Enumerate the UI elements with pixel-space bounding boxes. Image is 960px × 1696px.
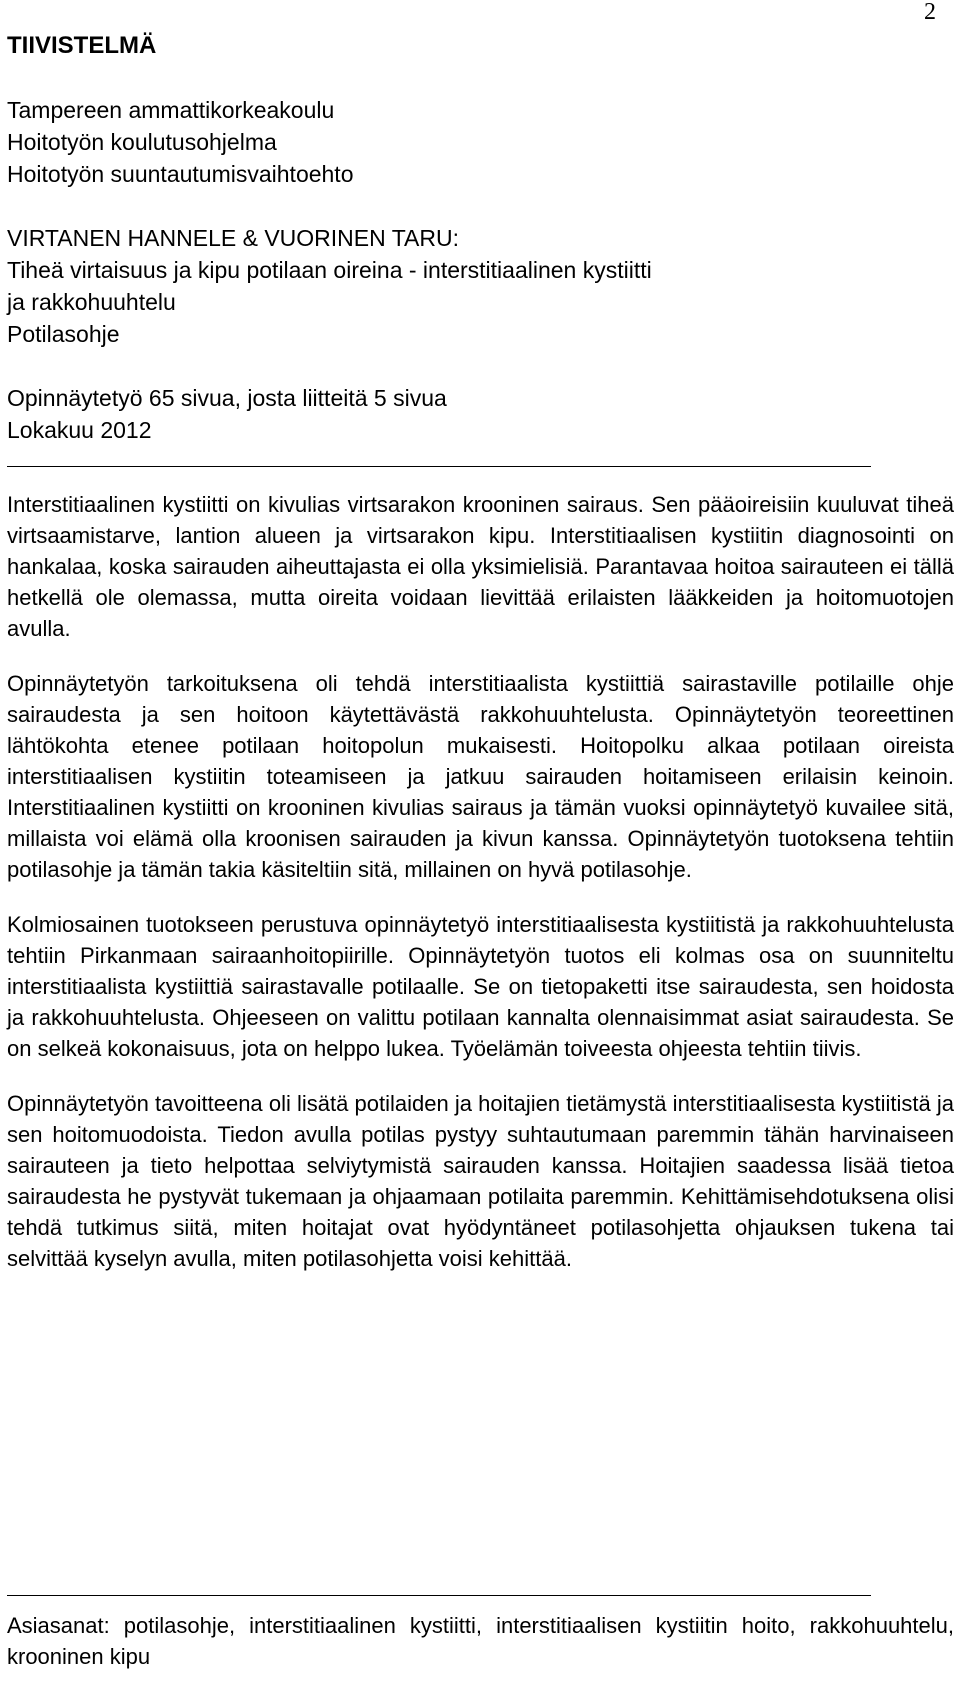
page-count: Opinnäytetyö 65 sivua, josta liitteitä 5 sivua bbox=[7, 385, 447, 411]
authors: VIRTANEN HANNELE & VUORINEN TARU: bbox=[7, 225, 459, 251]
abstract-page bbox=[7, 30, 954, 1274]
abstract-paragraph-3: Kolmiosainen tuotokseen perustuva opinnäytetyö interstitiaalisesta kystiitistä ja rakkohuuhtelusta tehtiin Pirkanmaan sairaanhoitopiirille. Opinnäytetyön tuotos eli kolmas osa on suunniteltu interstitiaalista kystiittiä sairastavalle potilaalle. Se on tietopaketti itse sairaudesta, sen hoidosta ja rakkohuuhtelusta. Ohjeeseen on valittu potilaan kannalta olennaisimmat asiat sairaudesta. Se on selkeä kokonaisuus, jota on helppo lukea. Työelämän toiveesta ohjeesta tehtiin tiivis. bbox=[7, 912, 954, 1061]
page-number: 2 bbox=[924, 0, 936, 25]
divider-bottom bbox=[7, 1595, 871, 1596]
institution-block bbox=[7, 94, 887, 190]
publication-date: Lokakuu 2012 bbox=[7, 417, 152, 443]
school-name: Tampereen ammattikorkeakoulu bbox=[7, 97, 335, 123]
thesis-title-line-2: ja rakkohuuhtelu bbox=[7, 289, 176, 315]
abstract-paragraph-4: Opinnäytetyön tavoitteena oli lisätä potilaiden ja hoitajien tietämystä interstitiaalisesta kystiitistä ja sen hoitomuodoista. Tiedon avulla potilas pystyy suhtautumaan paremmin tähän harvinaiseen sairauteen ja tieto helpottaa selviytymistä sairauden kanssa. Hoitajien saadessa lisää tietoa sairaudesta he pystyvät tukemaan ja ohjaamaan potilaita paremmin. Kehittämisehdotuksena olisi tehdä tutkimus siitä, miten hoitajat ovat hyödyntäneet potilasohjetta ohjauksen tukena tai selvittää kyselyn avulla, miten potilasohjetta voisi kehittää. bbox=[7, 1091, 954, 1271]
abstract-body bbox=[7, 489, 954, 1274]
specialization: Hoitotyön suuntautumisvaihtoehto bbox=[7, 161, 354, 187]
page-title: TIIVISTELMÄ bbox=[7, 32, 157, 59]
degree-program: Hoitotyön koulutusohjelma bbox=[7, 129, 277, 155]
thesis-subtitle: Potilasohje bbox=[7, 321, 120, 347]
thesis-title-line-1: Tiheä virtaisuus ja kipu potilaan oireina - interstitiaalinen kystiitti bbox=[7, 257, 652, 283]
abstract-paragraph-2: Opinnäytetyön tarkoituksena oli tehdä interstitiaalista kystiittiä sairastaville potilaille ohje sairaudesta ja sen hoitoon käytettävästä rakkohuuhtelusta. Opinnäytetyön teoreettinen lähtökohta etenee potilaan hoitopolun mukaisesti. Hoitopolku alkaa potilaan oireista interstitiaalisen kystiitin toteamiseen ja jatkuu sairauden hoitamiseen erilaisin keinoin. Interstitiaalinen kystiitti on krooninen kivulias sairaus ja tämän vuoksi opinnäytetyö kuvailee sitä, millaista voi elämä olla kroonisen sairauden ja kivun kanssa. Opinnäytetyön tuotoksena tehtiin potilasohje ja tämän takia käsiteltiin sitä, millainen on hyvä potilasohje. bbox=[7, 671, 954, 882]
keywords-section bbox=[7, 1595, 954, 1672]
keywords: Asiasanat: potilasohje, interstitiaalinen kystiitti, interstitiaalisen kystiitin hoito, rakkohuuhtelu, krooninen kipu bbox=[7, 1613, 954, 1669]
abstract-paragraph-1: Interstitiaalinen kystiitti on kivulias virtsarakon krooninen sairaus. Sen pääoireisiin kuuluvat tiheä virtsaamistarve, lantion alueen ja virtsarakon kipu. Interstitiaalisen kystiitin diagnosointi on hankalaa, koska sairauden aiheuttajasta ei olla yksimielisiä. Parantavaa hoitoa sairauteen ei tällä hetkellä ole olemassa, mutta oireita voidaan lievittää erilaisten lääkkeiden ja hoitomuotojen avulla. bbox=[7, 492, 954, 641]
thesis-info-block bbox=[7, 222, 887, 446]
